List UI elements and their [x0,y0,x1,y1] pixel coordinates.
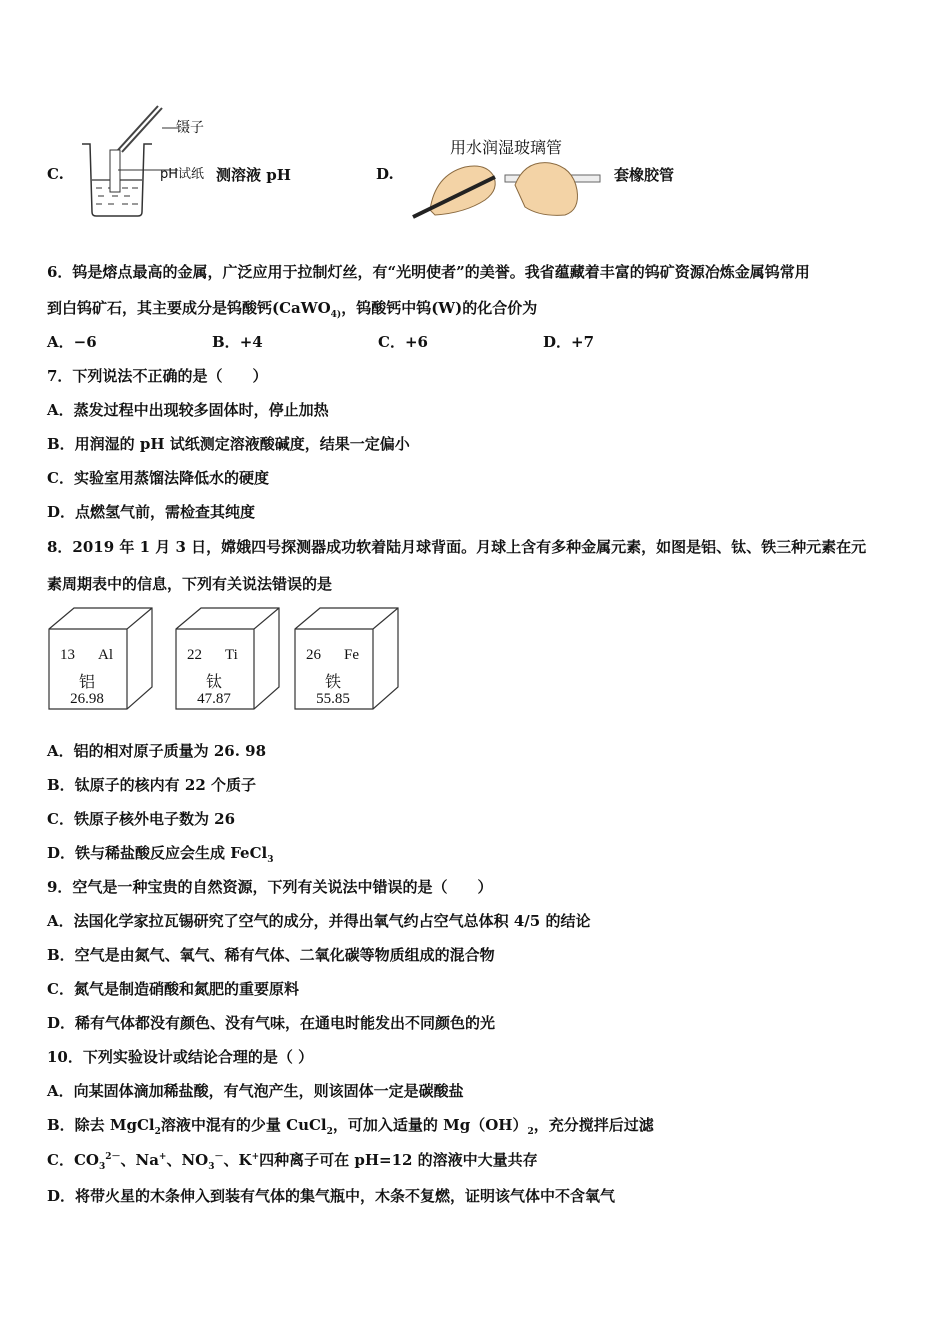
element-card-ti [175,607,280,707]
option-label: C. [47,165,64,183]
option-a[interactable]: A．铝的相对原子质量为 26. 98 [47,742,267,760]
option-b[interactable]: B．空气是由氮气、氧气、稀有气体、二氧化碳等物质组成的混合物 [47,946,495,964]
option-key: D． [543,333,572,351]
option-d[interactable]: D．稀有气体都没有颜色、没有气味，在通电时能发出不同颜色的光 [47,1014,496,1032]
option-a[interactable]: A．蒸发过程中出现较多固体时，停止加热 [47,401,329,419]
element-card-al [48,607,153,707]
option-text: C．CO [47,1151,99,1169]
option-text: +6 [404,333,428,351]
element-symbol: Ti [225,647,238,663]
option-d[interactable]: D．点燃氢气前，需检查其纯度 [47,503,256,521]
element-symbol: Al [98,647,113,663]
subscript: 3 [98,1162,106,1172]
option-b[interactable] [212,332,263,352]
question-stem: 8．2019 年 1 月 3 日，嫦娥四号探测器成功软着陆月球背面。月球上含有多种金属元素，如图是铝、钛、铁三种元素在元 [47,538,867,556]
superscript: + [251,1152,260,1162]
question-stem: 7．下列说法不正确的是（ ） [47,367,268,385]
atomic-mass: 26.98 [70,691,104,707]
question-stem-cont: 素周期表中的信息，下列有关说法错误的是 [47,575,333,593]
option-text: 、K [223,1151,252,1169]
beaker-ph-test-figure [78,100,178,220]
atomic-number: 13 [60,647,75,663]
option-a[interactable]: A．法国化学家拉瓦锡研究了空气的成分，并得出氧气约占空气总体积 4/5 的结论 [47,912,591,930]
option-c[interactable] [378,332,428,352]
element-name: 铝 [78,672,95,691]
superscript: 2－ [105,1152,121,1162]
option-text: 、Na [120,1151,159,1169]
option-c[interactable] [47,1150,538,1170]
option-key: A． [47,333,74,351]
option-text: B．除去 MgCl [47,1116,155,1134]
element-name: 铁 [324,672,341,691]
option-b[interactable]: B．钛原子的核内有 22 个质子 [47,776,256,794]
glass-tube-rubber-hose-figure [405,155,605,220]
subscript: 3 [208,1162,215,1172]
question-stem: 10．下列实验设计或结论合理的是（ ） [47,1048,314,1066]
figure-top-caption: 用水润湿玻璃管 [450,138,563,157]
option-b[interactable] [47,1115,654,1135]
option-c[interactable]: C．氮气是制造硝酸和氮肥的重要原料 [47,980,299,998]
option-c[interactable]: C．实验室用蒸馏法降低水的硬度 [47,469,269,487]
atomic-mass: 55.85 [316,691,350,707]
subscript: 2 [527,1127,534,1137]
option-key: B． [212,333,240,351]
subscript: 4) [330,310,342,320]
option-text: 溶液中混有的少量 CuCl [160,1116,327,1134]
figure-caption: 套橡胶管 [614,166,675,184]
option-b[interactable]: B．用润湿的 pH 试纸测定溶液酸碱度，结果一定偏小 [47,435,410,453]
ph-paper-label: pH试纸 [160,167,205,182]
option-d[interactable]: D．将带火星的木条伸入到装有气体的集气瓶中，木条不复燃，证明该气体中不含氧气 [47,1187,616,1205]
question-stem: 9．空气是一种宝贵的自然资源，下列有关说法中错误的是（ ） [47,878,493,896]
option-c[interactable]: C．铁原子核外电子数为 26 [47,810,236,828]
option-text: +4 [239,333,263,351]
option-label: D. [376,165,394,183]
superscript: － [214,1152,224,1162]
element-symbol: Fe [344,647,359,663]
atomic-number: 22 [187,647,202,663]
option-key: C． [378,333,405,351]
stem-text: 到白钨矿石，其主要成分是钨酸钙(CaWO [47,299,331,317]
stem-text: ，钨酸钙中钨(W)的化合价为 [341,299,538,317]
option-text: 、NO [166,1151,209,1169]
subscript: 2 [326,1127,333,1137]
option-d[interactable] [47,843,274,863]
atomic-number: 26 [306,647,321,663]
option-text: +7 [571,333,595,351]
option-text: 四种离子可在 pH=12 的溶液中大量共存 [259,1151,538,1169]
subscript: 2 [154,1127,161,1137]
superscript: + [158,1152,167,1162]
option-text: ，可加入适量的 Mg（OH） [332,1116,528,1134]
option-a[interactable]: A．向某固体滴加稀盐酸，有气泡产生，则该固体一定是碳酸盐 [47,1082,464,1100]
question-stem-cont [47,298,537,318]
option-text: −6 [73,333,97,351]
element-name: 钛 [205,672,222,691]
figure-caption: 测溶液 pH [216,166,291,184]
subscript: 3 [267,855,274,865]
option-text: ，充分搅拌后过滤 [533,1116,654,1134]
option-a[interactable] [47,332,97,352]
question-stem: 6．钨是熔点最高的金属，广泛应用于拉制灯丝，有“光明使者”的美誉。我省蕴藏着丰富的钨矿资源冶炼金属钨常用 [47,263,810,281]
option-d[interactable] [543,332,594,352]
element-card-fe [294,607,399,707]
atomic-mass: 47.87 [197,691,231,707]
tweezers-label: 镊子 [176,120,204,136]
option-text: D．铁与稀盐酸反应会生成 FeCl [47,844,268,862]
